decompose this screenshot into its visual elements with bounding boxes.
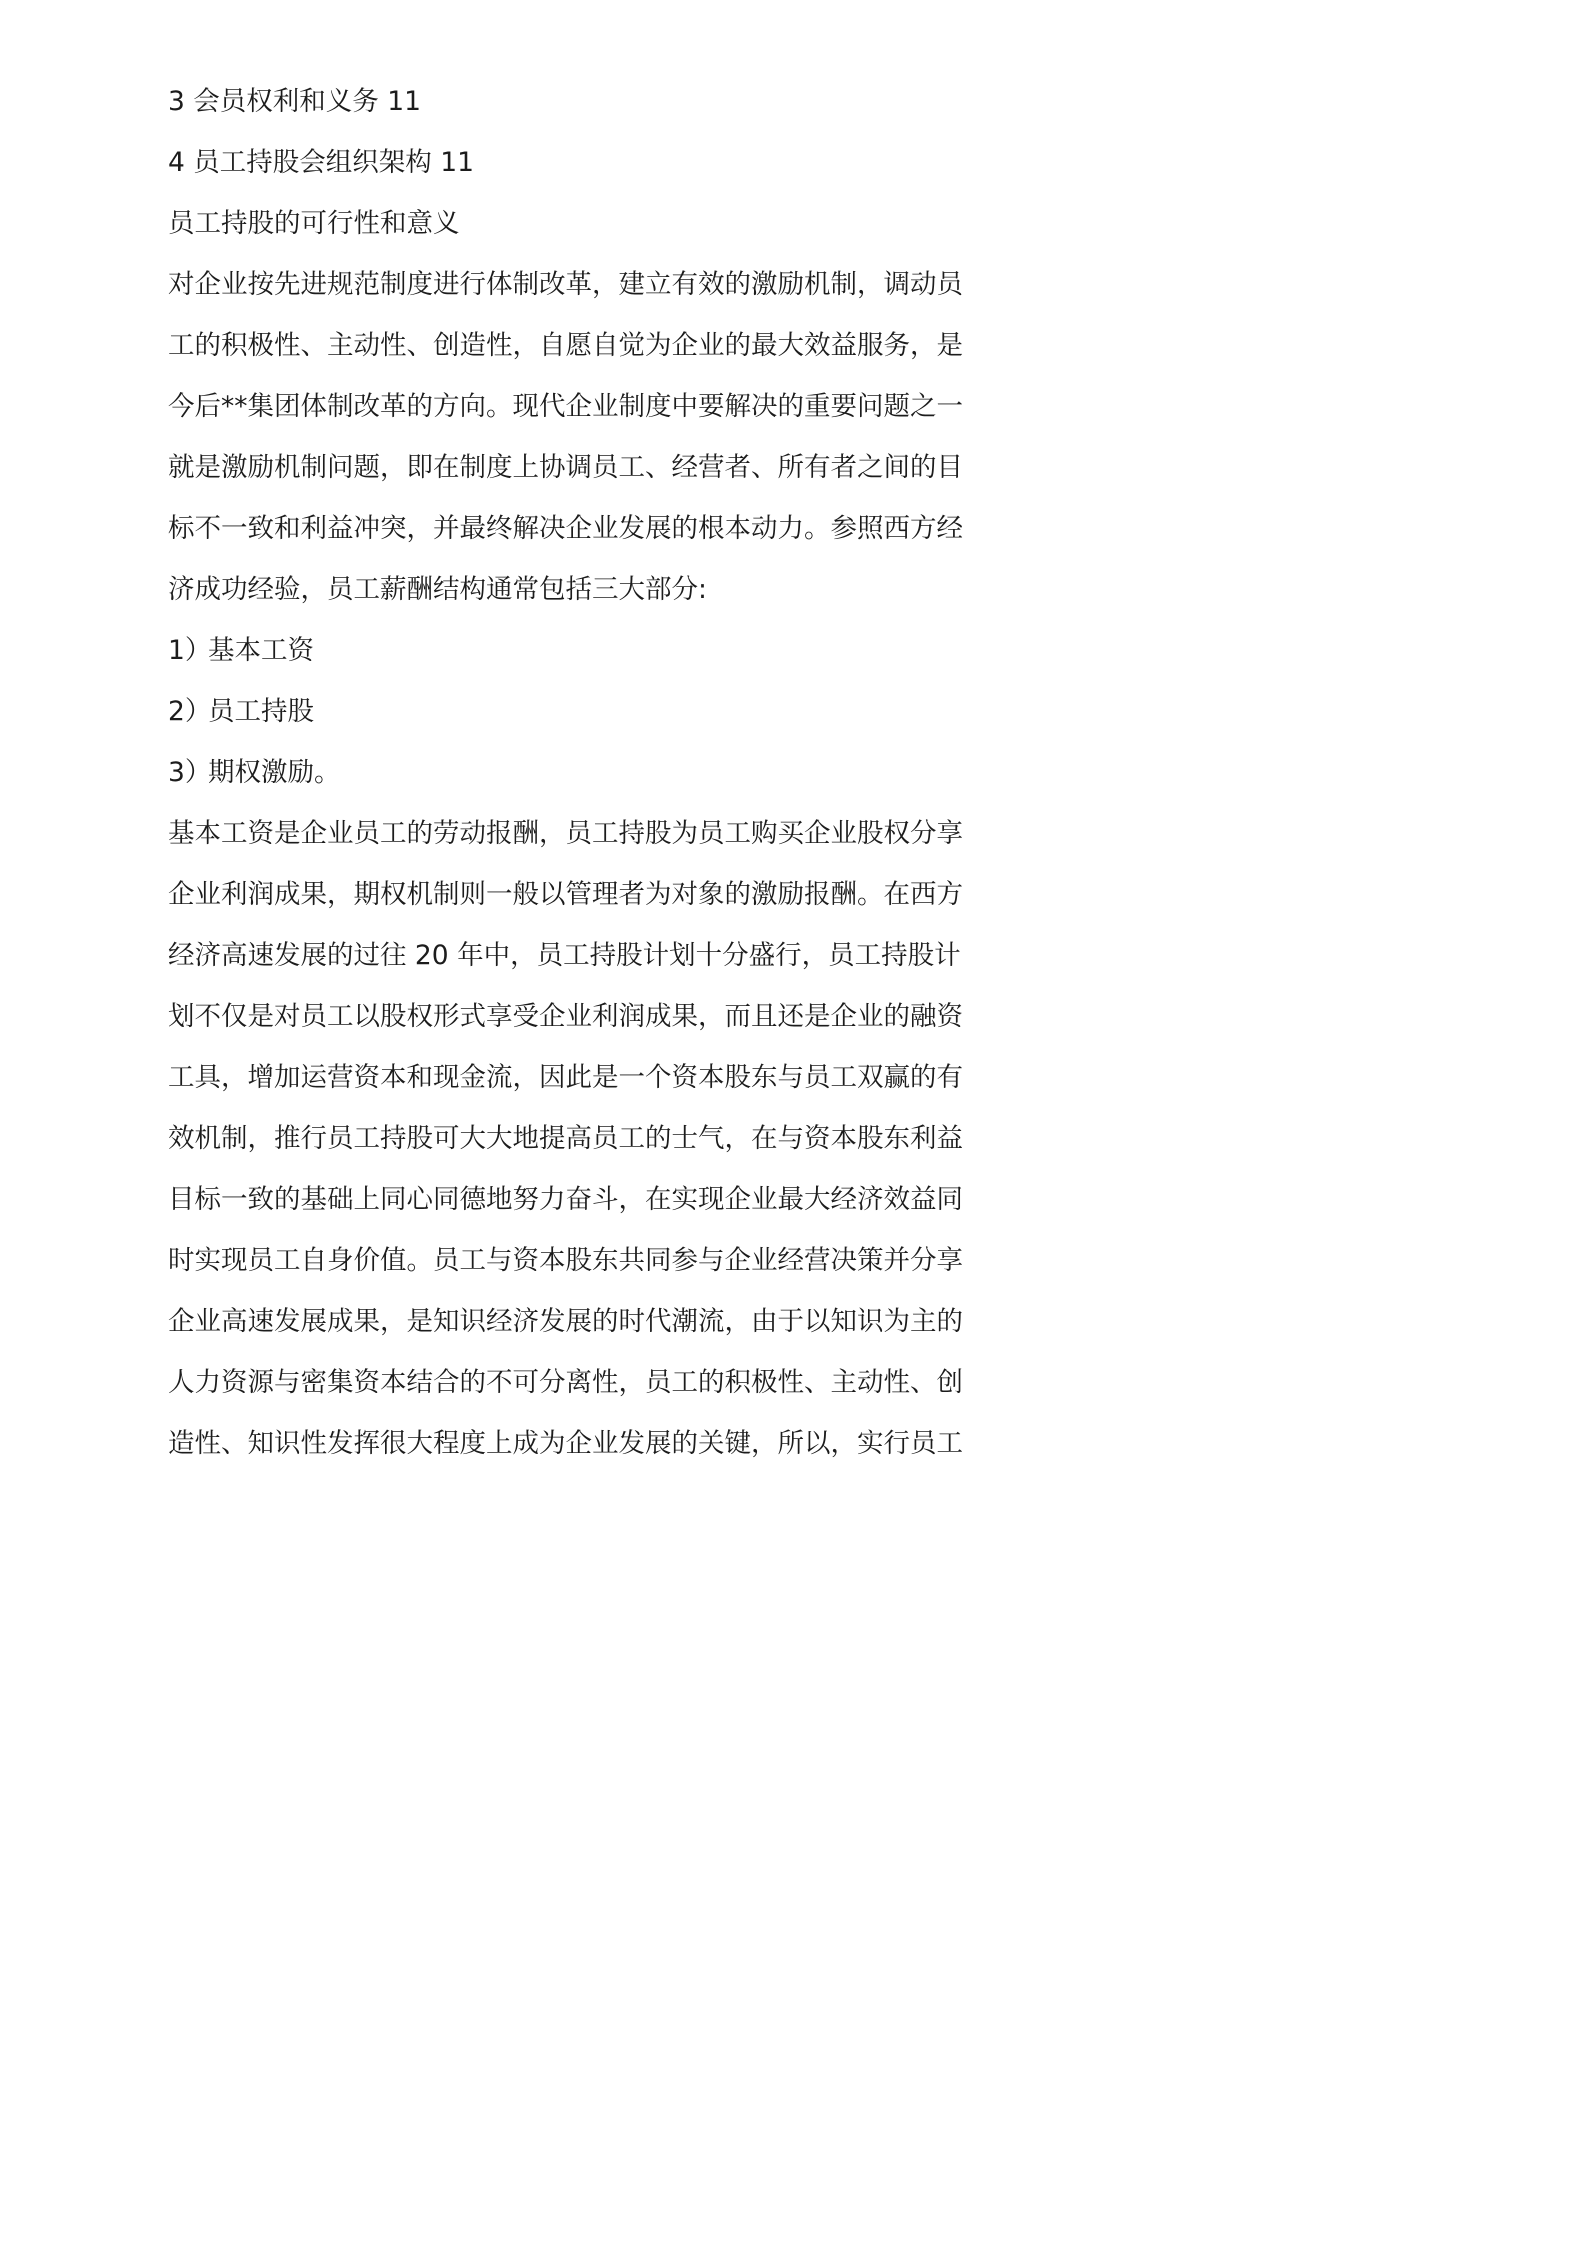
paragraph-line: 对企业按先进规范制度进行体制改革，建立有效的激励机制，调动员 xyxy=(168,269,963,300)
paragraph-line: 划不仅是对员工以股权形式享受企业利润成果，而且还是企业的融资 xyxy=(168,1001,963,1032)
document-body xyxy=(168,71,963,1474)
section-title: 员工持股的可行性和意义 xyxy=(168,208,460,239)
list-item-text: 期权激励。 xyxy=(208,757,341,788)
paragraph-line: 就是激励机制问题，即在制度上协调员工、经营者、所有者之间的目 xyxy=(168,452,963,483)
list-item-text: 员工持股 xyxy=(208,696,314,727)
list-item-number: 1） xyxy=(168,635,212,666)
paragraph-line: 人力资源与密集资本结合的不可分离性，员工的积极性、主动性、创 xyxy=(168,1367,963,1398)
list-item xyxy=(168,620,944,681)
paragraph-line: 经济高速发展的过往 20 年中，员工持股计划十分盛行，员工持股计 xyxy=(168,940,961,971)
list-item-number: 2） xyxy=(168,696,212,727)
list-item-number: 3） xyxy=(168,757,212,788)
paragraph-line: 标不一致和利益冲突，并最终解决企业发展的根本动力。参照西方经 xyxy=(168,513,963,544)
list-item xyxy=(168,681,944,742)
document-page xyxy=(0,0,1100,1556)
list-item xyxy=(168,742,944,803)
paragraph-line: 目标一致的基础上同心同德地努力奋斗，在实现企业最大经济效益同 xyxy=(168,1184,963,1215)
list-item-text: 基本工资 xyxy=(208,635,314,666)
paragraph-line: 工具，增加运营资本和现金流，因此是一个资本股东与员工双赢的有 xyxy=(168,1062,963,1093)
paragraph-line: 造性、知识性发挥很大程度上成为企业发展的关键，所以，实行员工 xyxy=(168,1428,963,1459)
toc-entry: 3 会员权利和义务 11 xyxy=(168,86,421,117)
paragraph-line: 效机制，推行员工持股可大大地提高员工的士气，在与资本股东利益 xyxy=(168,1123,963,1154)
paragraph-line: 基本工资是企业员工的劳动报酬，员工持股为员工购买企业股权分享 xyxy=(168,818,963,849)
paragraph-line: 今后**集团体制改革的方向。现代企业制度中要解决的重要问题之一 xyxy=(168,391,963,422)
paragraph-line: 济成功经验，员工薪酬结构通常包括三大部分: xyxy=(168,574,707,605)
paragraph-line: 时实现员工自身价值。员工与资本股东共同参与企业经营决策并分享 xyxy=(168,1245,963,1276)
toc-entry: 4 员工持股会组织架构 11 xyxy=(168,147,474,178)
paragraph-line: 工的积极性、主动性、创造性，自愿自觉为企业的最大效益服务，是 xyxy=(168,330,963,361)
paragraph-line: 企业利润成果，期权机制则一般以管理者为对象的激励报酬。在西方 xyxy=(168,879,963,910)
paragraph-line: 企业高速发展成果，是知识经济发展的时代潮流，由于以知识为主的 xyxy=(168,1306,963,1337)
